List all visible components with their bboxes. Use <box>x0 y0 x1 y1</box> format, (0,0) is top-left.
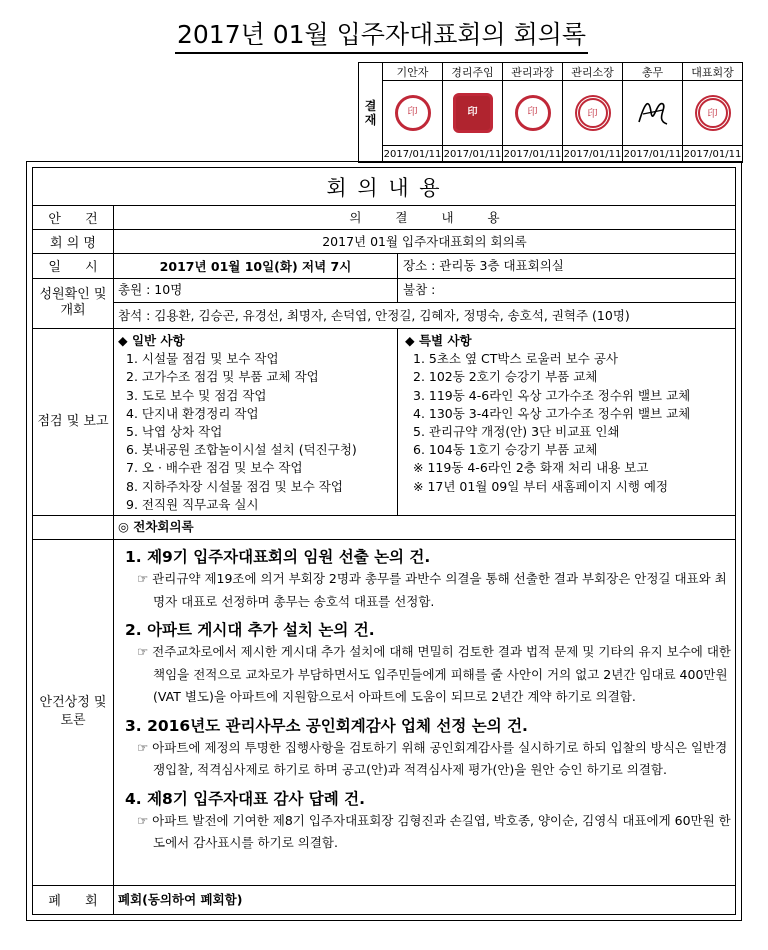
attendees: 참석 : 김용환, 김승곤, 유경선, 최명자, 손덕엽, 안정길, 김혜자, 정명숙, 송호석, 권혁주 (10명) <box>118 308 630 323</box>
approval-stamp-cell <box>503 81 563 146</box>
general-title: ◆ 일반 사항 <box>118 333 185 348</box>
datetime-value: 2017년 01월 10일(화) 저녁 7시 <box>159 258 352 274</box>
agenda-item-body: ☞ 아파트 발전에 기여한 제8기 입주자대표회장 김형진과 손길엽, 박호종, 양이순, 김영식 대표에게 60만원 한도에서 감사표시를 하기로 의결함. <box>137 812 731 850</box>
general-items <box>118 332 395 514</box>
minutes-frame <box>26 161 742 921</box>
closing-value: 폐회(동의하여 폐회함) <box>118 892 243 907</box>
approval-stamp-cell <box>623 81 683 146</box>
special-title: ◆ 특별 사항 <box>405 333 472 348</box>
meeting-name-label: 회 의 명 <box>50 235 96 251</box>
approval-stamp-cell <box>563 81 623 146</box>
list-item: 4. 130동 3-4라인 옥상 고가수조 정수위 밸브 교체 <box>413 405 691 421</box>
agenda-item-title: 1. 제9기 입주자대표회의 임원 선출 논의 건. <box>125 548 431 566</box>
list-item: 2. 102동 2호기 승강기 부품 교체 <box>413 369 598 385</box>
previous-minutes: ◎ 전차회의록 <box>118 519 194 534</box>
agenda-value: 의 결 내 용 <box>349 210 500 225</box>
approval-stamp-cell <box>383 81 443 146</box>
seal-stamp-icon: 印 <box>395 95 431 131</box>
agenda-item-body: ☞ 전주교차로에서 제시한 게시대 추가 설치에 대해 면밀히 검토한 결과 법적 문제 및 기타의 유지 보수에 대한 책임을 전적으로 교차로가 부담하면서도 입주민들에게 피해를 줄 사안이 거의 없고 2년간 임대료 400만원(VAT 별도)을 아파트에 지원함으로서 아파트에 도움이 되므로 2년간 계약 하기로 의결함. <box>137 644 732 704</box>
agenda-item <box>125 788 731 855</box>
approval-role: 관리소장 <box>563 63 623 81</box>
agenda-item <box>125 619 731 709</box>
inspection-label: 점검 및 보고 <box>37 413 109 429</box>
list-item: ※ 17년 01월 09일 부터 새홈페이지 시행 예정 <box>413 478 669 494</box>
list-item: 5. 관리규약 개정(안) 3단 비교표 인쇄 <box>413 424 620 440</box>
list-item: 3. 119동 4-6라인 옥상 고가수조 정수위 밸브 교체 <box>413 387 691 403</box>
seal-stamp-icon: 印 <box>453 93 493 133</box>
list-item: 7. 오 · 배수관 점검 및 보수 작업 <box>126 460 303 476</box>
approval-date: 2017/01/11 <box>443 146 503 163</box>
discussion-items <box>125 546 731 855</box>
section-header: 회 의 내 용 <box>326 175 442 200</box>
approval-box <box>358 62 743 163</box>
agenda-item <box>125 546 731 613</box>
list-item: 4. 단지내 환경정리 작업 <box>126 405 259 421</box>
agenda-item-title: 3. 2016년도 관리사무소 공인회계감사 업체 선정 논의 건. <box>125 716 528 735</box>
minutes-table <box>32 167 736 915</box>
place-value: 장소 : 관리동 3층 대표회의실 <box>403 258 564 273</box>
agenda-item-title: 4. 제8기 입주자대표 감사 답례 건. <box>125 789 366 808</box>
approval-role: 관리과장 <box>503 63 563 81</box>
total-members: 총원 : 10명 <box>118 282 183 297</box>
absent-members: 불참 : <box>403 282 436 297</box>
seal-stamp-icon: 印 <box>575 95 611 131</box>
document-title: 2017년 01월 입주자대표회의 회의록 <box>175 20 588 54</box>
approval-stamp-cell <box>443 81 503 146</box>
list-item: 2. 고가수조 점검 및 부품 교체 작업 <box>126 369 319 385</box>
seal-stamp-icon: 印 <box>695 95 731 131</box>
special-items <box>405 332 733 496</box>
approval-label: 결재 <box>359 63 383 163</box>
list-item: 9. 전직원 직무교육 실시 <box>126 496 259 512</box>
quorum-label: 성원확인 및 개회 <box>39 287 107 318</box>
list-item: 6. 104동 1호기 승강기 부품 교체 <box>413 442 598 458</box>
discussion-label: 안건상정 및 토론 <box>39 695 107 728</box>
approval-role: 기안자 <box>383 63 443 81</box>
list-item: 8. 지하주차장 시설물 점검 및 보수 작업 <box>126 478 343 494</box>
list-item: 1. 시설물 점검 및 보수 작업 <box>126 351 279 367</box>
meeting-name-value: 2017년 01월 입주자대표회의 회의록 <box>322 234 527 249</box>
approval-role: 경리주임 <box>443 63 503 81</box>
approval-date: 2017/01/11 <box>683 146 743 163</box>
agenda-item-body: ☞ 관리규약 제19조에 의거 부회장 2명과 총무를 과반수 의결을 통해 선출한 결과 부회장은 안정길 대표와 최명자 대표로 선정하며 총무는 송호석 대표를 선정함. <box>137 571 727 609</box>
list-item: ※ 119동 4-6라인 2층 화재 처리 내용 보고 <box>413 460 649 476</box>
signature-icon <box>633 92 673 132</box>
approval-date: 2017/01/11 <box>623 146 683 163</box>
list-item: 3. 도로 보수 및 점검 작업 <box>126 387 267 403</box>
list-item: 1. 5초소 옆 CT박스 로울러 보수 공사 <box>413 351 618 367</box>
approval-stamp-cell <box>683 81 743 146</box>
approval-role: 대표회장 <box>683 63 743 81</box>
agenda-item <box>125 715 731 782</box>
seal-stamp-icon: 印 <box>515 95 551 131</box>
agenda-item-body: ☞ 아파트에 제정의 투명한 집행사항을 검토하기 위해 공인회계감사를 실시하기로 하되 입찰의 방식은 일반경쟁입찰, 적격심사제로 하기로 하며 공고(안)과 적격심사제 평가(안)을 원안 승인 하기로 의결함. <box>137 739 728 777</box>
closing-label: 폐 회 <box>48 894 98 909</box>
approval-date: 2017/01/11 <box>563 146 623 163</box>
approval-role: 총무 <box>623 63 683 81</box>
datetime-label: 일 시 <box>48 260 98 275</box>
agenda-label: 안 건 <box>48 211 98 227</box>
approval-date: 2017/01/11 <box>383 146 443 163</box>
approval-date: 2017/01/11 <box>503 146 563 163</box>
list-item: 6. 봇내공원 조합놀이시설 설치 (덕진구청) <box>126 442 357 458</box>
list-item: 5. 낙엽 상차 작업 <box>126 424 223 440</box>
agenda-item-title: 2. 아파트 게시대 추가 설치 논의 건. <box>125 621 375 639</box>
